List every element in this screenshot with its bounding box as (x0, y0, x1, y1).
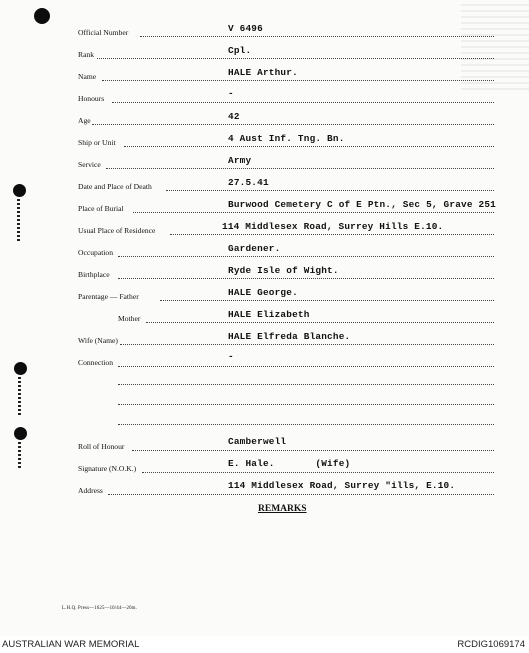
binding-mark (17, 199, 20, 241)
binding-mark (18, 442, 21, 468)
dotted-line (124, 146, 494, 147)
name-value: HALE Arthur. (228, 67, 298, 78)
connection-value: - (228, 351, 234, 362)
binding-mark (18, 377, 21, 415)
dotted-line (108, 494, 494, 495)
dotted-line (146, 322, 494, 323)
dotted-line (92, 124, 494, 125)
wife-value: HALE Elfreda Blanche. (228, 331, 351, 342)
service-value: Army (228, 155, 252, 166)
roll-of-honour-label: Roll of Honour (78, 442, 125, 451)
mother-value: HALE Elizabeth (228, 309, 310, 320)
dotted-line (97, 58, 494, 59)
dotted-line (112, 102, 494, 103)
address-value: 114 Middlesex Road, Surrey "ills, E.10. (228, 480, 456, 491)
official-number-value: V 6496 (228, 23, 263, 34)
archive-footer (0, 637, 529, 653)
dotted-line (118, 424, 494, 425)
punch-hole (14, 427, 27, 440)
age-label: Age (78, 116, 91, 125)
dotted-line (170, 234, 494, 235)
rank-label: Rank (78, 50, 95, 59)
service-label: Service (78, 160, 101, 169)
signature-label: Signature (N.O.K.) (78, 464, 137, 473)
dotted-line (118, 278, 494, 279)
dotted-line (102, 80, 494, 81)
dotted-line (118, 256, 494, 257)
father-label: Parentage — Father (78, 292, 139, 301)
dotted-line (133, 212, 494, 213)
footer-institution: AUSTRALIAN WAR MEMORIAL (2, 639, 140, 650)
father-value: HALE George. (228, 287, 298, 298)
dotted-line (142, 472, 494, 473)
honours-label: Honours (78, 94, 105, 103)
punch-hole (14, 362, 27, 375)
dotted-line (118, 366, 494, 367)
dotted-line (118, 404, 494, 405)
birthplace-label: Birthplace (78, 270, 110, 279)
dotted-line (166, 190, 494, 191)
honours-value: - (228, 88, 234, 99)
residence-value: 114 Middlesex Road, Surrey Hills E.10. (222, 221, 444, 232)
dotted-line (120, 344, 494, 345)
dotted-line (118, 384, 494, 385)
wife-label: Wife (Name) (78, 336, 118, 345)
birthplace-value: Ryde Isle of Wight. (228, 265, 339, 276)
rank-value: Cpl. (228, 45, 252, 56)
footer-record-id: RCDIG1069174 (457, 639, 525, 650)
mother-label: Mother (118, 314, 141, 323)
unit-value: 4 Aust Inf. Tng. Bn. (228, 133, 345, 144)
signature-value: E. Hale. (Wife) (228, 458, 351, 469)
punch-hole (34, 8, 50, 24)
burial-label: Place of Burial (78, 204, 124, 213)
address-label: Address (78, 486, 103, 495)
punch-hole (13, 184, 26, 197)
dotted-line (160, 300, 494, 301)
bleed-through-mark (461, 0, 529, 90)
burial-value: Burwood Cemetery C of E Ptn., Sec 5, Grave 251 (228, 199, 496, 210)
connection-label: Connection (78, 358, 114, 367)
official-number-label: Official Number (78, 28, 129, 37)
name-label: Name (78, 72, 97, 81)
dotted-line (106, 168, 494, 169)
occupation-value: Gardener. (228, 243, 281, 254)
death-label: Date and Place of Death (78, 182, 152, 191)
unit-label: Ship or Unit (78, 138, 116, 147)
dotted-line (132, 450, 494, 451)
remarks-heading: REMARKS (258, 504, 307, 514)
printer-imprint: L.H.Q. Press—1625—10/44—20m. (62, 606, 138, 611)
roll-of-honour-value: Camberwell (228, 436, 287, 447)
death-value: 27.5.41 (228, 177, 269, 188)
residence-label: Usual Place of Residence (78, 226, 156, 235)
occupation-label: Occupation (78, 248, 114, 257)
dotted-line (140, 36, 494, 37)
age-value: 42 (228, 111, 240, 122)
